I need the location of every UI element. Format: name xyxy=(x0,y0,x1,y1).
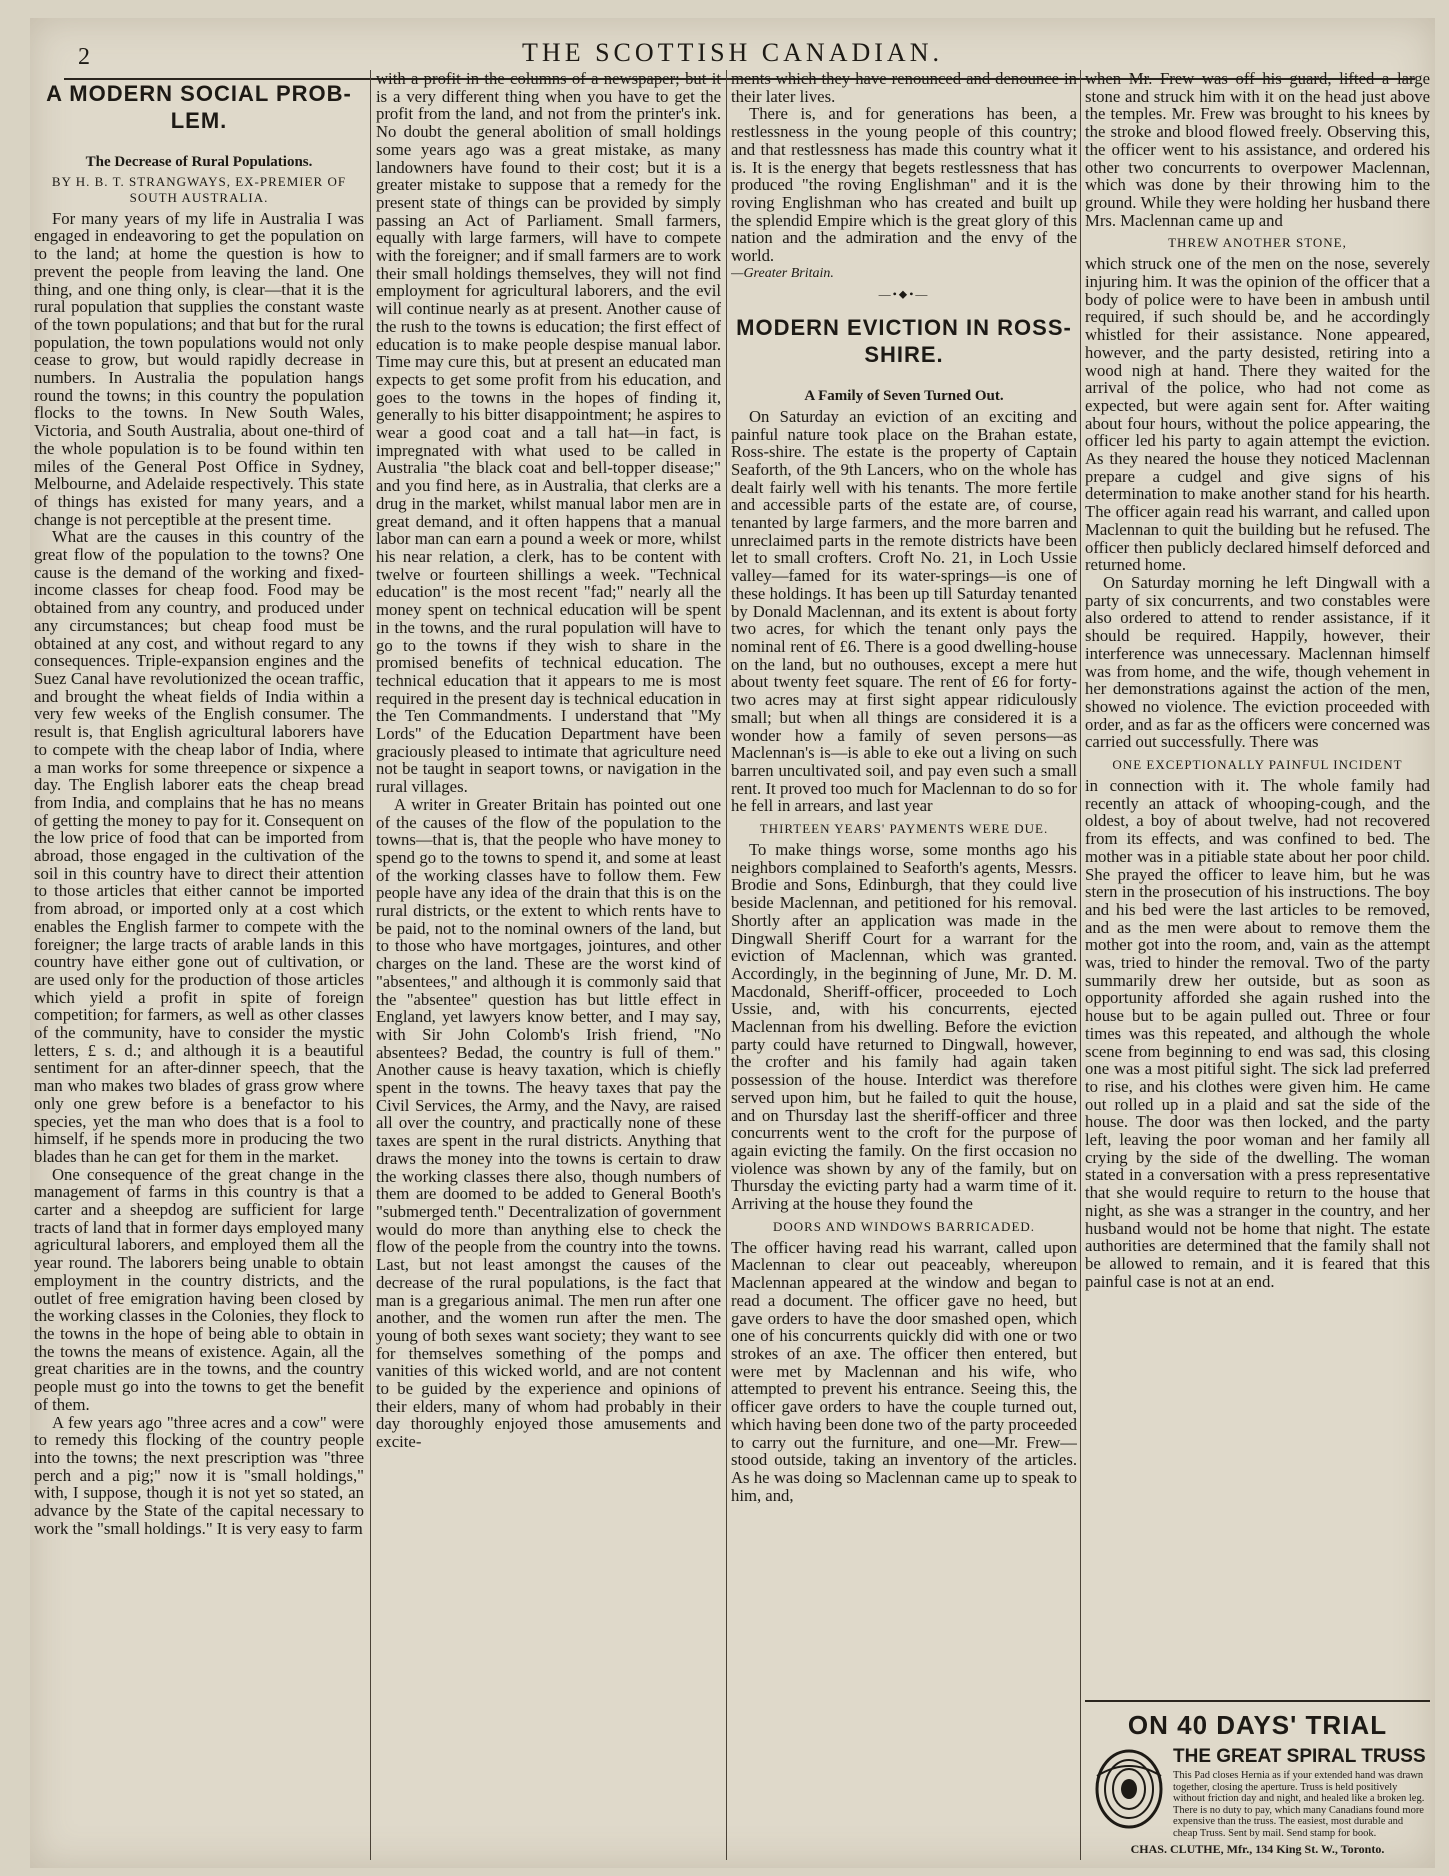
ad-subtitle: THE GREAT SPIRAL TRUSS xyxy=(1173,1746,1426,1767)
column-rule xyxy=(370,70,371,1860)
masthead: THE SCOTTISH CANADIAN. xyxy=(522,38,943,67)
paragraph: ments which they have renounced and denounce in their later lives. xyxy=(731,70,1077,106)
paragraph: There is, and for generations has been, a restlessness in the young people of this country; and that restlessness has made this country what it is. It is the energy that begets restlessness that has produced "the roving Englishman" and it is the roving Englishman who has created and built up the splendid Empire which is the great glory of this nation and the admiration and the envy of the world. xyxy=(731,104,1077,266)
paragraph: To make things worse, some months ago his neighbors complained to Seaforth's agents, Messrs. Brodie and Sons, Edinburgh, that they could live beside Maclennan, and petitioned for his removal. Shortly after an application was made in the Dingwall Sheriff Court for a warrant for the eviction of Maclennan, which was granted. Accordingly, in the beginning of June, Mr. D. M. Macdonald, Sheriff-officer, proceeded to Loch Ussie, and, with his concurrents, ejected Maclennan from his dwelling. Before the eviction party could have returned to Dingwall, however, the crofter and his family had again taken possession of the house. Interdict was therefore served upon him, but he failed to quit the house, and on Thursday last the sheriff-officer and three concurrents went to the croft for the purpose of again evicting the family. On the first occasion no violence was shown by any of the family, but on Thursday the evicting party had a warm time of it. Arriving at the house they found the xyxy=(731,840,1077,1214)
column-1 xyxy=(34,70,364,1860)
article-byline: BY H. B. T. STRANGWAYS, EX-PREMIER OF SOUTH AUSTRALIA. xyxy=(51,173,347,205)
paragraph: One consequence of the great change in the management of farms in this country is that a carter and a sheepdog are sufficient for large tracts of land that in former days employed many agricultural laborers, and employed them all the year round. The laborers being unable to obtain employment in the country districts, and the outlet of free emigration having been closed by the working classes in the Colonies, they flock to the towns in the hope of being able to obtain in the towns the means of existence. Again, all the great charities are in the towns, and the country people must go into the towns to get the benefit of them. xyxy=(34,1164,364,1414)
page-number: 2 xyxy=(78,44,90,70)
column-2 xyxy=(376,70,721,1860)
column-4 xyxy=(1085,70,1430,1695)
divider-ornament: —•⬥•— xyxy=(878,287,930,302)
article-subhead: A Family of Seven Turned Out. xyxy=(804,388,1004,405)
paragraph: What are the causes in this country of the great flow of the population to the towns? One cause is the demand of the working and fixed-income classes for cheap food. Food may be obtained from any country, and produced under any circumstances; but cheap food must be obtained at any cost, and without regard to any consequences. Triple-expansion engines and the Suez Canal have revolutionized the ocean traffic, and brought the wheat fields of India within a very few weeks of the English consumer. The result is, that English agricultural laborers have to compete with the cheap labor of India, where a man works for some threepence or sixpence a day. The English laborer eats the cheap bread from India, and complains that he has no means of getting the money to pay for it. Consequent on the low price of food that can be imported from abroad, those engaged in the cultivation of the soil in this country have to direct their attention to those articles that either cannot be imported from abroad, or imported only at a cost which enables the English farmer to compete with the foreigner; the large tracts of arable lands in this country have either gone out of cultivation, or are used only for the production of those articles which yield a profit in spite of foreign competition; for farmers, as well as other classes of the community, have to consider the mystic letters, £ s. d.; and although it is a beautiful sentiment for an after-dinner speech, that the man who makes two blades of grass grow where only one grew before is a benefactor to his species, yet the man who does that is a fool to himself, if he spends more in producing the two blades than he can get for them in the market. xyxy=(34,527,364,1166)
paragraph: On Saturday an eviction of an exciting and painful nature took place on the Brahan estate, Ross-shire. The estate is the property of Captain Seaforth, of the 9th Lancers, who on the whole has dealt fairly well with his tenants. The more fertile and accessible parts of the estate are, of course, tenanted by large farmers, and the more barren and unreclaimed parts in the remote districts have been let to small crofters. Croft No. 21, in Loch Ussie valley—famed for its water-springs—is one of these holdings. It has been up till Saturday tenanted by Donald Maclennan, and its extent is about forty two acres, for which the tenant only pays the nominal rent of £6. There is a good dwelling-house on the land, but no outhouses, except a mere hut about twenty feet square. The rent of £6 for forty-two acres may at first sight appear ridiculously small; but when all things are considered it is a wonder how a family of seven persons—as Maclennan's is—is able to eke out a living on such barren uncultivated soil, and pay even such a small rent. It proved too much for Maclennan to do so for he fell in arrears, and last year xyxy=(731,406,1077,816)
article-credit: —Greater Britain. xyxy=(731,265,834,281)
truss-advertisement xyxy=(1085,1700,1430,1862)
column-rule xyxy=(726,70,727,1860)
paragraph: in connection with it. The whole family had recently an attack of whooping-cough, and the oldest, a boy of about twelve, had not recovered from its effects, and was confined to bed. The mother was in a pitiable state about her poor child. She prayed the officer to leave him, but he was stern in the prosecution of his instructions. The boy and his bed were the last articles to be removed, and as the men were about to remove them the mother got into the room, and, vain as the attempt was, tried to hinder the removal. Two of the party summarily drew her outside, but as soon as opportunity afforded she again rushed into the house but to be again pulled out. Three or four times was this repeated, and although the whole scene from beginning to end was sad, this closing one was a most pitiful sight. The sick lad preferred to rise, and his clothes were given him. He came out rolled up in a plaid and sat the side of the house. The door was then locked, and the party left, leaving the poor woman and her family all crying by the side of the dwelling. The woman stated in a conversation with a press representative that she would require to return to the house that night, as she was a stranger in the country, and her husband would not be home that night. The estate authorities are determined that the family shall not be allowed to remain, and it is feared that this painful case is not at an end. xyxy=(1085,776,1430,1291)
column-rule xyxy=(1080,70,1081,1860)
paragraph: On Saturday morning he left Dingwall with a party of six concurrents, and two constables were also ordered to attend to render assistance, if it should be required. Happily, however, their interference was unnecessary. Maclennan himself was from home, and the wife, though vehement in her demonstrations against the action of the men, showed no violence. The eviction proceeded with order, and as far as the officers were concerned was carried out successfully. There was xyxy=(1085,572,1430,752)
paragraph: with a profit in the columns of a newspaper; but it is a very different thing when you have to get the profit from the land, and not from the printer's ink. No doubt the general abolition of small holdings some years ago was a great mistake, as many landowners have found to their cost; but it is a greater mistake to suppose that a remedy for the present state of things can be provided by simply passing an Act of Parliament. Small farmers, equally with large farmers, will have to compete with the foreigner; and if small farmers are to work their small holdings themselves, they will not find employment for agricultural laborers, and the evil will continue nearly as at present. Another cause of the rush to the towns is education; the first effect of education is to make people despise manual labor. Time may cure this, but at present an educated man expects to get some profit from his education, and goes to the towns in the hopes of finding it, generally to his bitter disappointment; he aspires to wear a good coat and a tall hat—in fact, is impregnated with what used to be called in Australia "the black coat and bell-topper disease;" and you find here, as in Australia, that clerks are a drug in the market, whilst manual labor men are in great demand, and it often happens that a manual labor man can earn a pound a week or more, whilst his near relation, a clerk, has to be content with twelve or fourteen shillings a week. "Technical education" is the most recent "fad;" nearly all the money spent on technical education will be spent in the towns, and the rural population will have to go to the towns if they wish to share in the promised benefits of technical education. The technical education that it appears to me is most required in the present day is technical education in the Ten Commandments. I understand that "My Lords" of the Education Department have been graciously pleased to intimate that agriculture need not be taught in seaport towns, or navigation in the rural villages. xyxy=(376,70,721,797)
section-heading: ONE EXCEPTIONALLY PAINFUL INCIDENT xyxy=(1112,757,1403,773)
paragraph: A writer in Greater Britain has pointed out one of the causes of the flow of the population to the towns—that is, that the people who have money to spend go to the towns to spend it, and some at least of the working classes have to follow them. Few people have any idea of the drain that this is on the rural districts, or the extent to which rents have to be paid, not to the nominal owners of the land, but to those who have mortgages, jointures, and other charges on the land. These are the worst kind of "absentees," and although it is commonly said that the "absentee" question has but little effect in England, yet lawyers know better, and I may say, with Sir John Colomb's Irish friend, "No absentees? Bedad, the country is full of them." Another cause is heavy taxation, which is chiefly spent in the towns. The heavy taxes that pay the Civil Services, the Army, and the Navy, are raised all over the country, and practically none of these taxes are spent in the rural districts. Anything that draws the money into the towns is certain to draw the working classes there also, though numbers of them are doomed to be added to General Booth's "submerged tenth." Decentralization of government would do more than anything else to check the flow of the people from the country into the towns. Last, but not least amongst the causes of the decrease of the rural populations, is the fact that man is a gregarious animal. The men run after one another, and the women run after the men. The young of both sexes want society; they want to see for themselves something of the pomps and vanities of this wicked world, and are not content to be guided by the experience and opinions of their elders, many of whom had probably in their day thoroughly enjoyed those amusements and excite- xyxy=(376,794,721,1452)
paragraph: For many years of my life in Australia I was engaged in endeavoring to get the population on to the land; at home the question is how to prevent the people from leaving the land. One thing, and one thing only, is clear—that it is the rural population that supplies the constant waste of the town populations; and that but for the rural population, the town populations would not only cease to grow, but would rapidly decrease in numbers. In Australia the population hangs round the towns; in this country the population flocks to the towns. In New South Wales, Victoria, and South Australia, about one-third of the whole population is to be found within ten miles of the General Post Office in Sydney, Melbourne, and Adelaide respectively. This state of things has existed for many years, and a change is not perceptible at the present time. xyxy=(34,208,364,529)
ad-footer: CHAS. CLUTHE, Mfr., 134 King St. W., Toronto. xyxy=(1130,1842,1385,1856)
article-headline: A MODERN SOCIAL PROB-LEM. xyxy=(46,81,352,133)
section-heading: THREW ANOTHER STONE, xyxy=(1168,235,1347,251)
section-heading: THIRTEEN YEARS' PAYMENTS WERE DUE. xyxy=(759,821,1049,837)
paragraph: which struck one of the men on the nose, severely injuring him. It was the opinion of the officer that a body of police were to have been in ambush until required, if such should be, and he accordingly whistled for their assistance. None appeared, however, and the party desisted, retiring into a wood nigh at hand. There they waited for the arrival of the police, who had not come as expected, but were again sent for. After waiting about four hours, without the police appearing, the officer led his party to again attempt the eviction. As they neared the house they noticed Maclennan prepare a cudgel and give signs of his determination to make another stand for his hearth. The officer again read his warrant, and called upon Maclennan to quit the building but he refused. The officer then publicly declared himself deforced and returned home. xyxy=(1085,254,1430,575)
column-3 xyxy=(731,70,1077,1860)
paragraph: A few years ago "three acres and a cow" were to remedy this flocking of the country people into the towns; the next prescription was "three perch and a pig;" now it is "small holdings," with, I suppose, though it is not yet so stated, an advance by the State of the capital necessary to work the "small holdings." It is very easy to farm xyxy=(34,1412,364,1538)
article-subhead: The Decrease of Rural Populations. xyxy=(85,154,313,170)
paragraph: when Mr. Frew was off his guard, lifted a large stone and struck him with it on the head just above the temples. Mr. Frew was brought to his knees by the stroke and blood flowed freely. Observing this, the officer went to his assistance, and ordered his other two concurrents to overpower Maclennan, which was done by their throwing him to the ground. While they were holding her husband there Mrs. Maclennan came up and xyxy=(1085,70,1430,230)
section-heading: DOORS AND WINDOWS BARRICADED. xyxy=(772,1218,1036,1234)
article-headline: MODERN EVICTION IN ROSS-SHIRE. xyxy=(736,315,1072,368)
truss-illustration-icon xyxy=(1091,1746,1167,1832)
ad-body: This Pad closes Hernia as if your extended hand was drawn together, closing the aperture. Truss is held positively without friction day and night, and healed like a broken leg. There is no duty to pay, which many Canadians found more expensive than the truss. The easiest, most durable and cheap Truss. Sent by mail. Send stamp for book. xyxy=(1173,1770,1425,1839)
paragraph: The officer having read his warrant, called upon Maclennan to clear out peaceably, whereupon Maclennan appeared at the window and began to read a document. The officer gave no heed, but gave orders to have the door smashed open, which one of his concurrents quickly did with one or two strokes of an axe. The officer then entered, but were met by Maclennan and his wife, who attempted to prevent his entrance. Seeing this, the officer gave orders to have the couple turned out, which having been done two of the party proceeded to carry out the furniture, and one—Mr. Frew—stood outside, taking an inventory of the articles. As he was doing so Maclennan came up to speak to him, and, xyxy=(731,1237,1077,1505)
ad-title: ON 40 DAYS' TRIAL xyxy=(1127,1710,1388,1740)
